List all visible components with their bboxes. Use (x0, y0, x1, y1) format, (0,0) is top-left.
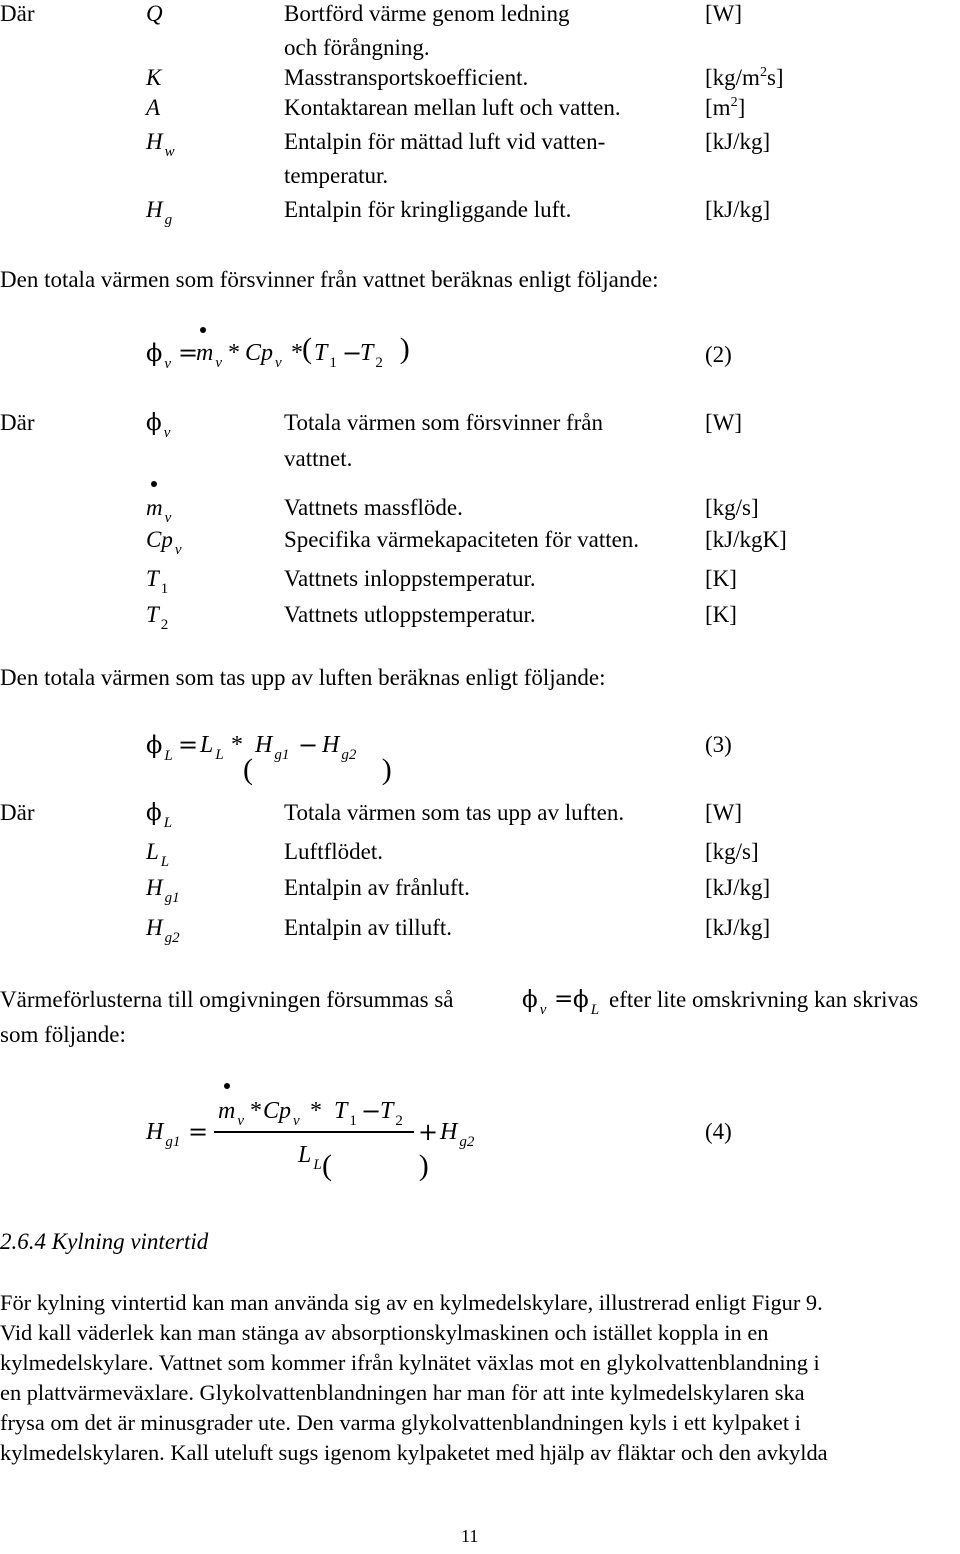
eq4-star1: * (250, 1098, 262, 1124)
unit-hg1: [kJ/kg] (705, 875, 771, 900)
desc-phi-v-line2: vattnet. (284, 446, 353, 471)
symbol-q: Q (146, 1, 163, 26)
eq4-h-g2: H $_{g2}$ (440, 1119, 475, 1150)
desc-k: Masstransportskoefficient. (284, 65, 529, 90)
paragraph-water-heat: Den totala värmen som försvinner från vattnet beräknas enligt följande: (0, 267, 659, 292)
paragraph-line: För kylning vintertid kan man använda sig av en kylmedelskylare, illustrerad enligt Figur 9. (0, 1290, 823, 1315)
symbol-phi-v: ϕ $_v$ (146, 410, 171, 441)
eq4-t2: T $_2$ (380, 1098, 403, 1129)
unit-l-l: [kg/s] (705, 839, 759, 864)
eq4-lparen: ( (322, 1149, 332, 1182)
paragraph-heat-balance-post: efter lite omskrivning kan skrivas (609, 987, 919, 1012)
eq2-t1: T $_1$ (314, 340, 337, 371)
eq3-equals: = (178, 731, 199, 759)
inline-equals: = (554, 986, 574, 1012)
eq3-number: (3) (705, 732, 732, 757)
mdot-dot-icon (151, 481, 157, 487)
desc-hw-line1: Entalpin för mättad luft vid vatten- (284, 129, 606, 154)
paragraph-line: kylmedelskylare. Vattnet som kommer ifrån kylnätet växlas mot en glykolvattenblandning i (0, 1350, 820, 1375)
eq3-phi: ϕ $_L$ (146, 731, 173, 764)
desc-t1: Vattnets inloppstemperatur. (284, 566, 536, 591)
inline-phi-l: ϕ $_L$ (573, 987, 600, 1018)
eq4-equals: = (188, 1118, 209, 1146)
unit-hg2: [kJ/kg] (705, 915, 771, 940)
paragraph-line: frysa om det är minusgrader ute. Den varma glykolvattenblandningen kyls i ett kylpaket i (0, 1410, 801, 1435)
eq4-cp: Cp $_v$ (263, 1098, 300, 1129)
paragraph-line: kylmedelskylaren. Kall uteluft sugs igenom kylpaketet med hjälp av fläktar och den avkylda (0, 1440, 828, 1465)
desc-phi-l: Totala värmen som tas upp av luften. (284, 800, 625, 825)
eq2-star1: * (228, 340, 240, 366)
eq3-lparen: ( (243, 753, 253, 786)
eq3-h1: H $_{g1}$ (255, 732, 290, 763)
symbol-hw: H $_w$ (146, 129, 175, 160)
unit-m-v: [kg/s] (705, 495, 759, 520)
eq4-star2: * (310, 1098, 322, 1124)
symbol-t2: T $_2$ (146, 602, 169, 633)
eq4-fraction-bar (214, 1131, 414, 1133)
eq4-m: m $_v$ (218, 1098, 245, 1129)
eq2-number: (2) (705, 342, 732, 367)
eq4-h-lhs: H $_{g1}$ (146, 1119, 181, 1150)
inline-phi-v: ϕ $_v$ (522, 987, 547, 1018)
desc-hg1: Entalpin av frånluft. (284, 875, 470, 900)
desc-phi-v-line1: Totala värmen som försvinner från (284, 410, 604, 435)
desc-l-l: Luftflödet. (284, 839, 383, 864)
eq4-denominator: L $_L$ (298, 1142, 322, 1173)
eq4-rparen: ) (418, 1149, 429, 1182)
eq4-plus: + (418, 1118, 439, 1146)
dar-label: Där (0, 410, 35, 435)
dar-label: Där (0, 1, 35, 26)
unit-t2: [K] (705, 602, 737, 627)
unit-hw: [kJ/kg] (705, 129, 771, 154)
eq2-minus: − (342, 339, 363, 367)
eq2-equals: = (178, 339, 199, 367)
symbol-cp-v: Cp $_v$ (146, 527, 182, 558)
desc-m-v: Vattnets massflöde. (284, 495, 463, 520)
unit-k: $[kg/m^2s]$ (705, 65, 784, 90)
eq2-phi: ϕ $_v$ (146, 339, 172, 372)
eq3-star: * (231, 732, 243, 758)
unit-a: $[m^2]$ (705, 95, 746, 120)
symbol-hg1: H $_{g1}$ (146, 875, 180, 906)
paragraph-line: Vid kall väderlek kan man stänga av absorptionskylmaskinen och istället koppla in en (0, 1320, 769, 1345)
section-heading: 2.6.4 Kylning vintertid (0, 1229, 209, 1254)
symbol-t1: T $_1$ (146, 566, 169, 597)
eq4-minus: − (361, 1097, 382, 1125)
unit-phi-v: [W] (705, 410, 743, 435)
eq4-number: (4) (705, 1119, 732, 1144)
eq2-cp: Cp $_v$ (245, 340, 282, 371)
paragraph-winter-cooling (0, 1288, 960, 1468)
unit-cp-v: [kJ/kgK] (705, 527, 787, 552)
unit-t1: [K] (705, 566, 737, 591)
paragraph-heat-balance-pre: Värmeförlusterna till omgivningen försummas så (0, 987, 454, 1012)
desc-t2: Vattnets utloppstemperatur. (284, 602, 536, 627)
eq2-m: m $_v$ (196, 340, 223, 371)
paragraph-line: en plattvärmeväxlare. Glykolvattenblandningen har man för att inte kylmedelskylaren ska (0, 1380, 805, 1405)
symbol-hg2: H $_{g2}$ (146, 915, 180, 946)
eq2-dot-icon (200, 327, 206, 333)
unit-phi-l: [W] (705, 800, 743, 825)
symbol-a: A (146, 95, 161, 120)
symbol-hg: H $_g$ (146, 197, 173, 228)
dar-label: Där (0, 800, 35, 825)
eq3-rparen: ) (381, 753, 392, 786)
symbol-m-v: m $_v$ (146, 495, 172, 526)
paragraph-heat-balance-line2: som följande: (0, 1022, 126, 1047)
desc-q-line2: och förångning. (284, 35, 430, 60)
eq2-star2: * (291, 340, 303, 366)
eq4-t1: T $_1$ (334, 1098, 357, 1129)
eq2-rparen: ) (399, 332, 410, 365)
desc-hg: Entalpin för kringliggande luft. (284, 197, 572, 222)
symbol-k: K (146, 65, 162, 90)
unit-q: [W] (705, 1, 743, 26)
symbol-l-l: L $_L$ (146, 839, 170, 870)
desc-a: Kontaktarean mellan luft och vatten. (284, 95, 621, 120)
desc-cp-v: Specifika värmekapaciteten för vatten. (284, 527, 640, 552)
page-number: 11 (461, 1526, 479, 1546)
eq3-h2: H $_{g2}$ (322, 732, 357, 763)
eq3-l: L $_L$ (200, 732, 224, 763)
eq4-dot-icon (224, 1083, 230, 1089)
eq2-t2: T $_2$ (360, 340, 383, 371)
paragraph-air-heat: Den totala värmen som tas upp av luften beräknas enligt följande: (0, 665, 606, 690)
symbol-phi-l: ϕ $_L$ (146, 800, 173, 831)
desc-q-line1: Bortförd värme genom ledning (284, 1, 570, 26)
eq2-lparen: ( (302, 332, 312, 365)
unit-hg: [kJ/kg] (705, 197, 771, 222)
desc-hg2: Entalpin av tilluft. (284, 915, 452, 940)
eq3-minus: − (298, 731, 319, 759)
desc-hw-line2: temperatur. (284, 163, 389, 188)
